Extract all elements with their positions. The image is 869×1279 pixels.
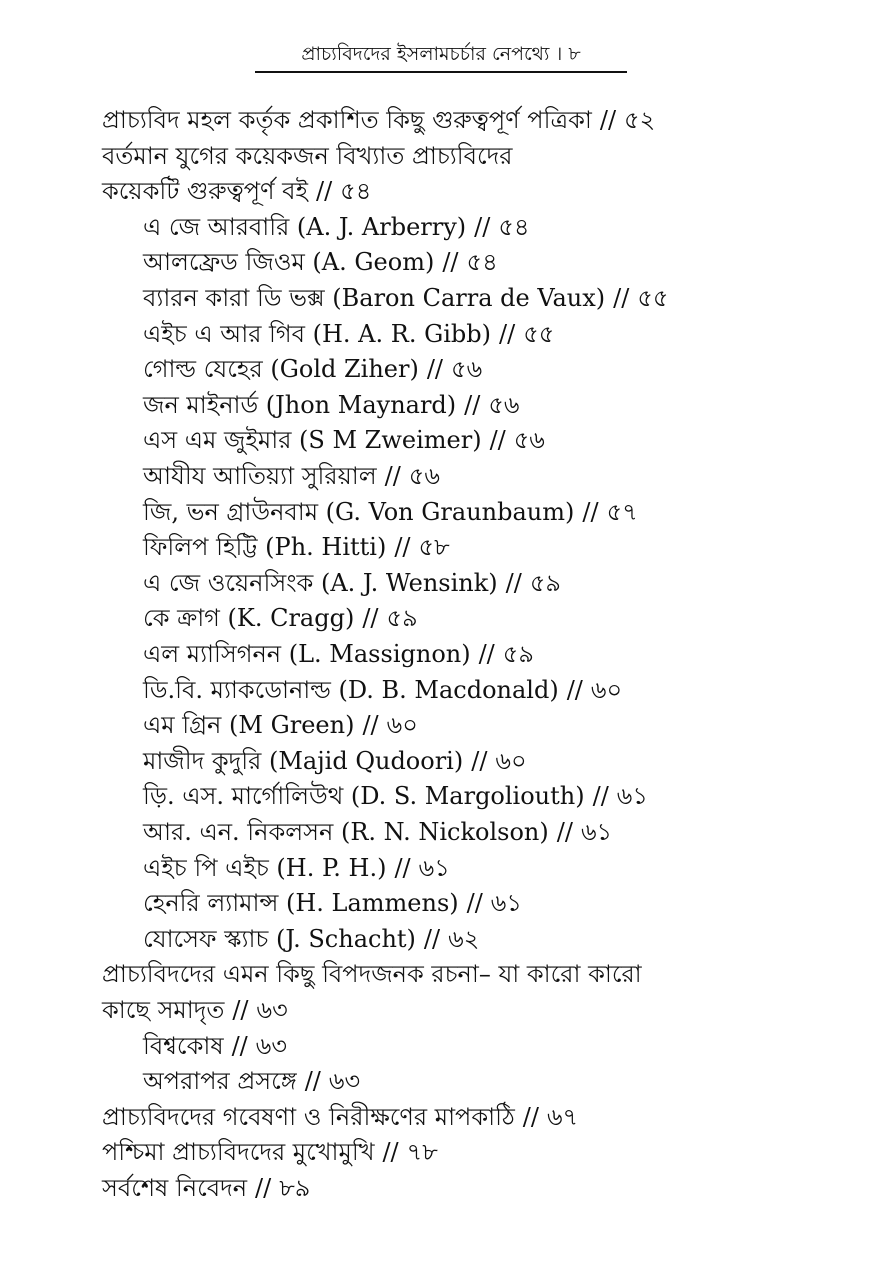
toc-entry-page: ৬১ (490, 889, 522, 917)
toc-entry (143, 816, 612, 848)
toc-entry-title: ডি.বি. ম্যাকডোনাল্ড (D. B. Macdonald) (143, 676, 559, 704)
toc-entry-page: ৬৩ (256, 996, 288, 1024)
toc-entry-title: প্রাচ্যবিদ মহল কর্তৃক প্রকাশিত কিছু গুরুত্বপূর্ণ পত্রিকা (102, 106, 592, 134)
toc-entry-page: ৬০ (590, 676, 623, 704)
toc-entry-separator: // (426, 355, 444, 383)
toc-entry-page: ৫৬ (488, 391, 520, 419)
toc-entry (143, 852, 450, 884)
toc-entry-separator: // (466, 889, 483, 917)
toc-entry (143, 389, 520, 421)
toc-entry (143, 246, 498, 278)
toc-entry-title: প্রাচ্যবিদদের গবেষণা ও নিরীক্ষণের মাপকাঠি (102, 1103, 515, 1131)
toc-entry-page: ৫৯ (386, 604, 418, 632)
toc-entry-page: ৫৬ (513, 426, 545, 454)
toc-entry (143, 567, 561, 599)
toc-entry-page: ৬৩ (255, 1032, 287, 1060)
toc-entry-separator: // (522, 1103, 539, 1131)
toc-entry (102, 175, 371, 207)
toc-entry-page: ৫৮ (418, 533, 450, 561)
toc-entry-title: জন মাইনার্ড (Jhon Maynard) (143, 391, 457, 419)
toc-entry-page: ৬৩ (328, 1067, 361, 1095)
toc-entry-title: ড়ি. এস. মার্গোলিউথ (D. S. Margoliouth) (143, 782, 585, 810)
toc-entry (102, 994, 288, 1026)
toc-entry-title: আলফ্রেড জিওম (A. Geom) (143, 248, 435, 276)
toc-entry-separator: // (474, 213, 491, 241)
toc-entry-separator: // (489, 426, 506, 454)
toc-entry-page: ৮৯ (279, 1174, 311, 1202)
toc-entry-title: ফিলিপ হিট্টি (Ph. Hitti) (143, 533, 387, 561)
toc-entry-separator: // (592, 782, 609, 810)
toc-entry (143, 211, 529, 243)
toc-entry-page: ৫৪ (340, 177, 372, 205)
toc-entry (143, 460, 440, 492)
toc-entry-title: এল ম্যাসিগনন (L. Massignon) (143, 640, 471, 668)
toc-entry-separator: // (599, 106, 617, 134)
toc-entry-title: এম গ্রিন (M Green) (143, 711, 355, 739)
toc-entry-separator: // (394, 533, 411, 561)
toc-entry-title: এ জে ওয়েনসিংক (A. J. Wensink) (143, 569, 498, 597)
toc-entry (143, 602, 418, 634)
toc-entry (143, 282, 668, 314)
toc-entry-page: ৫৪ (498, 213, 530, 241)
toc-entry (143, 1030, 287, 1062)
toc-entry (102, 1172, 310, 1204)
toc-entry-separator: // (423, 925, 441, 953)
toc-entry (143, 1065, 360, 1097)
toc-entry-separator: // (362, 604, 379, 632)
toc-entry-page: ৫৬ (408, 462, 440, 490)
toc-entry-page: ৫২ (624, 106, 656, 134)
toc-entry-title: বর্তমান যুগের কয়েকজন বিখ্যাত প্রাচ্যবিদের (102, 142, 513, 170)
toc-entry-title: কে ক্রাগ (K. Cragg) (143, 604, 355, 632)
toc-entry-page: ৫৯ (529, 569, 561, 597)
toc-entry-separator: // (613, 284, 630, 312)
header-title: প্রাচ্যবিদদের ইসলামচর্চার নেপথ্যে (301, 43, 550, 65)
toc-entry (143, 531, 450, 563)
toc-entry-separator: // (304, 1067, 321, 1095)
toc-entry-title: আর. এন. নিকলসন (R. N. Nickolson) (143, 818, 549, 846)
toc-entry-title: কয়েকটি গুরুত্বপূর্ণ বই (102, 177, 308, 205)
toc-entry-title: সর্বশেষ নিবেদন (102, 1174, 248, 1202)
toc-entry-separator: // (566, 676, 583, 704)
toc-entry (102, 1101, 578, 1133)
toc-entry-separator: // (505, 569, 522, 597)
toc-entry-page: ৫৫ (523, 320, 555, 348)
toc-entry-title: এস এম জুইমার (S M Zweimer) (143, 426, 482, 454)
header-page-number: । ৮ (555, 43, 581, 65)
toc-entry-page: ৫৫ (637, 284, 669, 312)
toc-entry-title: কাছে সমাদৃত (102, 996, 225, 1024)
toc-entry (143, 780, 648, 812)
toc-entry (143, 887, 522, 919)
toc-entry-title: যোসেফ স্ক্যাচ (J. Schacht) (143, 925, 416, 953)
toc-entry-separator: // (582, 498, 599, 526)
toc-entry-title: ব্যারন কারা ডি ভক্স (Baron Carra de Vaux) (143, 284, 606, 312)
toc-entry (143, 745, 527, 777)
toc-entry (143, 353, 482, 385)
toc-entry-separator: // (499, 320, 516, 348)
toc-entry-page: ৬১ (580, 818, 613, 846)
toc-entry-separator: // (556, 818, 573, 846)
toc-entry (102, 1136, 438, 1168)
toc-entry (143, 638, 534, 670)
toc-entry (143, 709, 418, 741)
toc-entry-page: ৬১ (616, 782, 648, 810)
toc-entry (143, 674, 622, 706)
toc-entry (143, 923, 479, 955)
toc-entry-title: এ জে আরবারি (A. J. Arberry) (143, 213, 467, 241)
toc-entry-separator: // (231, 1032, 248, 1060)
toc-entry-page: ৫৭ (606, 498, 638, 526)
toc-entry-page: ৫৬ (451, 355, 483, 383)
toc-entry-page: ৭৮ (406, 1138, 438, 1166)
running-header (255, 40, 627, 73)
toc-entry-separator: // (315, 177, 333, 205)
toc-entry-page: ৬১ (418, 854, 450, 882)
toc-entry-title: আযীয আতিয়্যা সুরিয়াল (143, 462, 377, 490)
toc-entry-title: মাজীদ কুদুরি (Majid Qudoori) (143, 747, 464, 775)
toc-entry-title: প্রাচ্যবিদদের এমন কিছু বিপদজনক রচনা– যা কারো কারো (102, 960, 642, 988)
toc-entry (102, 140, 512, 172)
toc-entry-page: ৫৯ (502, 640, 534, 668)
toc-entry-title: পশ্চিমা প্রাচ্যবিদদের মুখোমুখি (102, 1138, 375, 1166)
toc-entry-page: ৫৪ (466, 248, 498, 276)
toc-entry (143, 424, 545, 456)
toc-entry-separator: // (464, 391, 481, 419)
toc-entry-separator: // (384, 462, 401, 490)
toc-entry-title: বিশ্বকোষ (143, 1032, 224, 1060)
toc-entry-separator: // (382, 1138, 399, 1166)
toc-entry-separator: // (255, 1174, 272, 1202)
toc-entry-title: এইচ এ আর গিব (H. A. R. Gibb) (143, 320, 492, 348)
toc-entry (102, 104, 655, 136)
toc-entry (143, 318, 554, 350)
toc-entry-page: ৬০ (495, 747, 527, 775)
toc-entry-title: এইচ পি এইচ (H. P. H.) (143, 854, 387, 882)
toc-entry-page: ৬৭ (546, 1103, 579, 1131)
toc-entry (102, 958, 642, 990)
toc-entry-separator: // (471, 747, 488, 775)
toc-entry-title: জি, ভন গ্রাউনবাম (G. Von Graunbaum) (143, 498, 575, 526)
toc-entry-separator: // (478, 640, 495, 668)
toc-entry-separator: // (362, 711, 379, 739)
toc-entry-separator: // (442, 248, 459, 276)
toc-entry (143, 496, 638, 528)
toc-entry-page: ৬০ (386, 711, 418, 739)
toc-entry-page: ৬২ (448, 925, 480, 953)
toc-entry-title: গোল্ড যেহের (Gold Ziher) (143, 355, 419, 383)
toc-entry-separator: // (394, 854, 411, 882)
toc-entry-title: অপরাপর প্রসঙ্গে (143, 1067, 297, 1095)
toc-entry-title: হেনরি ল্যামান্স (H. Lammens) (143, 889, 459, 917)
toc-entry-separator: // (232, 996, 249, 1024)
